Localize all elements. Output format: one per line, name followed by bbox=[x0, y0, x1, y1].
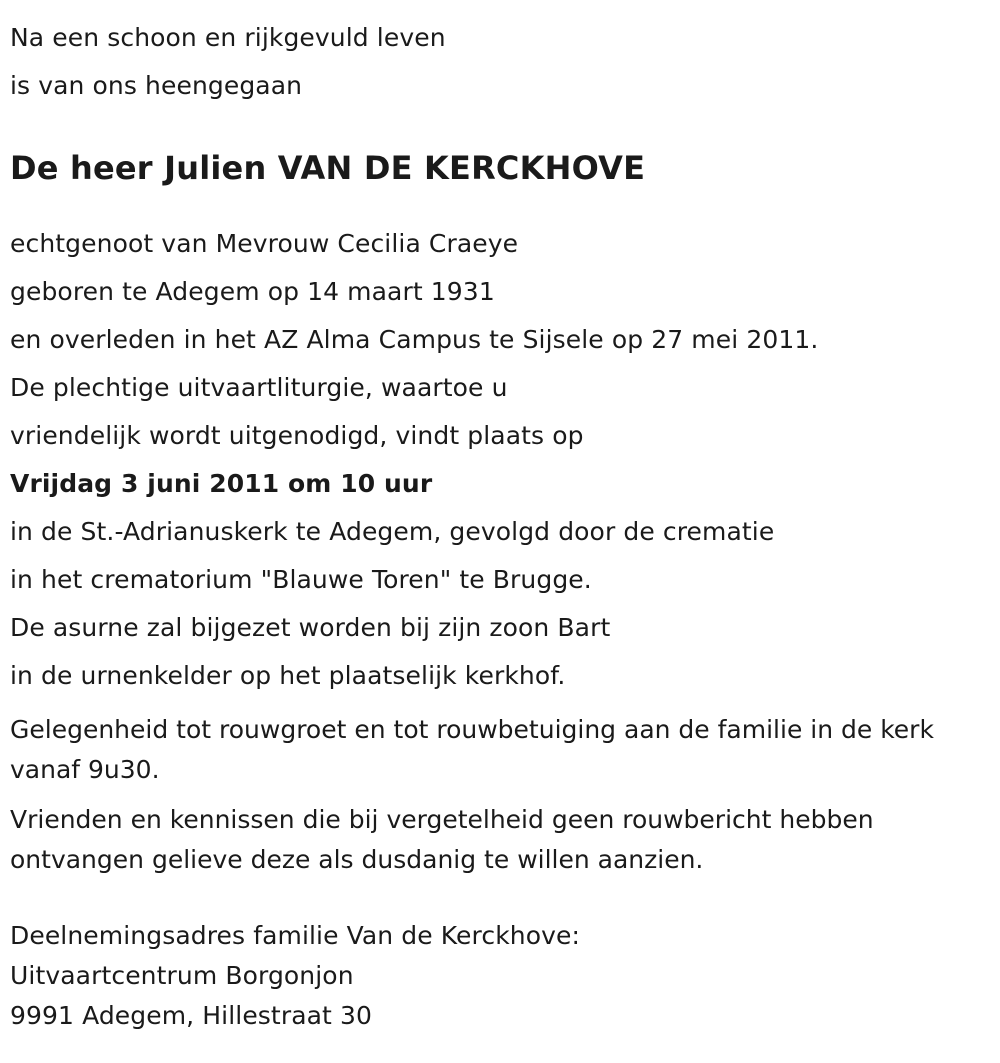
intro-line-2: is van ons heengegaan bbox=[10, 71, 303, 100]
detail-death: en overleden in het AZ Alma Campus te Sijsele op 27 mei 2011. bbox=[10, 325, 819, 354]
detail-birth: geboren te Adegem op 14 maart 1931 bbox=[10, 277, 495, 306]
spacer bbox=[10, 886, 978, 916]
friends-note: Vrienden en kennissen die bij vergetelheid geen rouwbericht hebben ontvangen gelieve deze als dusdanig te willen aanzien. bbox=[10, 805, 874, 874]
service-location-line-4: in de urnenkelder op het plaatselijk kerkhof. bbox=[10, 661, 566, 690]
service-location-line-3: De asurne zal bijgezet worden bij zijn zoon Bart bbox=[10, 613, 611, 642]
condolence-note: Gelegenheid tot rouwgroet en tot rouwbetuiging aan de familie in de kerk vanaf 9u30. bbox=[10, 715, 934, 784]
address-line-3: 9991 Adegem, Hillestraat 30 bbox=[10, 1001, 373, 1030]
detail-spouse: echtgenoot van Mevrouw Cecilia Craeye bbox=[10, 229, 519, 258]
service-location-block bbox=[10, 508, 978, 700]
address-line-1: Deelnemingsadres familie Van de Kerckhove: bbox=[10, 921, 581, 950]
service-intro-line-2: vriendelijk wordt uitgenodigd, vindt plaats op bbox=[10, 421, 584, 450]
address-line-2: Uitvaartcentrum Borgonjon bbox=[10, 961, 354, 990]
service-location-line-2: in het crematorium "Blauwe Toren" te Brugge. bbox=[10, 565, 592, 594]
address-block bbox=[10, 916, 978, 1036]
intro-block bbox=[10, 14, 978, 110]
deceased-name: De heer Julien VAN DE KERCKHOVE bbox=[10, 149, 646, 187]
intro-line-1: Na een schoon en rijkgevuld leven bbox=[10, 23, 446, 52]
service-location-line-1: in de St.-Adrianuskerk te Adegem, gevolgd door de crematie bbox=[10, 517, 775, 546]
details-block bbox=[10, 220, 978, 364]
service-datetime: Vrijdag 3 juni 2011 om 10 uur bbox=[10, 469, 433, 498]
service-intro-block bbox=[10, 364, 978, 460]
service-intro-line-1: De plechtige uitvaartliturgie, waartoe u bbox=[10, 373, 508, 402]
